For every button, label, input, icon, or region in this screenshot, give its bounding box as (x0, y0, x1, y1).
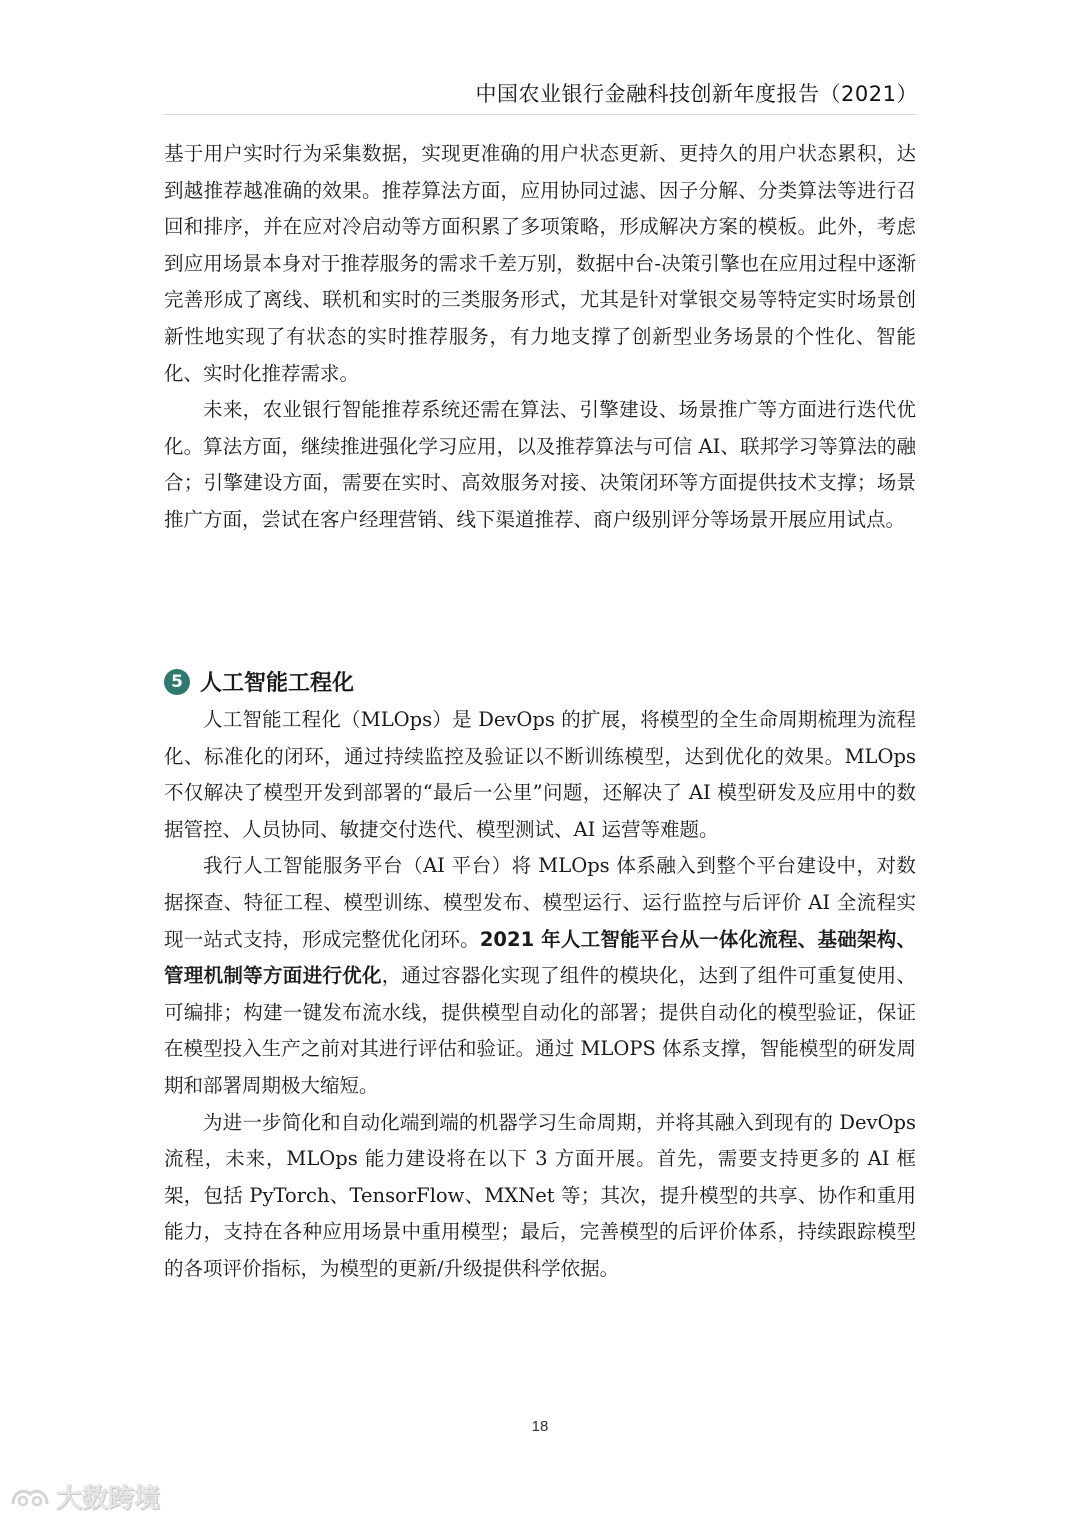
watermark-text: 大数跨境 (56, 1484, 161, 1514)
paragraph: 未来，农业银行智能推荐系统还需在算法、引擎建设、场景推广等方面进行迭代优化。算法方面，继续推进强化学习应用，以及推荐算法与可信 AI、联邦学习等算法的融合；引擎建设方面，需要在实时、高效服务对接、决策闭环等方面提供技术支撑；场景推广方面，尝试在客户经理营销、线下渠道推荐、商户级别评分等场景开展应用试点。 (164, 398, 916, 531)
report-header-title: 中国农业银行金融科技创新年度报告（2021） (475, 82, 918, 106)
paragraph: 基于用户实时行为采集数据，实现更准确的用户状态更新、更持久的用户状态累积，达到越推荐越准确的效果。推荐算法方面，应用协同过滤、因子分解、分类算法等进行召回和排序，并在应对冷启动等方面积累了多项策略，形成解决方案的模板。此外，考虑到应用场景本身对于推荐服务的需求千差万别，数据中台-决策引擎也在应用过程中逐渐完善形成了离线、联机和实时的三类服务形式，尤其是针对掌银交易等特定实时场景创新性地实现了有状态的实时推荐服务，有力地支撑了创新型业务场景的个性化、智能化、实时化推荐需求。 (164, 142, 916, 385)
paragraph: 为进一步简化和自动化端到端的机器学习生命周期，并将其融入到现有的 DevOps 流程，未来，MLOps 能力建设将在以下 3 方面开展。首先，需要支持更多的 AI 框架，包括 PyTorch、TensorFlow、MXNet 等；其次，提升模型的共享、协作和重用能力，支持在各种应用场景中重用模型；最后，完善模型的后评价体系，持续跟踪模型的各项评价指标，为模型的更新/升级提供科学依据。 (164, 1110, 916, 1280)
section-title: 人工智能工程化 (200, 671, 355, 696)
watermark (10, 1478, 160, 1515)
paragraph (164, 848, 916, 1104)
watermark-logo-icon (10, 1484, 50, 1510)
section-number-badge: 5 (164, 669, 190, 695)
paragraph-text: 我行人工智能服务平台（AI 平台）将 MLOps 体系融入到整个平台建设中，对数据探查、特征工程、模型训练、模型发布、模型运行、运行监控与后评价 AI 全流程实现一站式支持，形成完整优化闭环。 (164, 854, 916, 951)
body-bottom (164, 702, 916, 1288)
body-top (164, 136, 916, 539)
page-number: 18 (531, 1418, 549, 1435)
section-heading (164, 666, 354, 697)
paragraph: 人工智能工程化（MLOps）是 DevOps 的扩展，将模型的全生命周期梳理为流程化、标准化的闭环，通过持续监控及验证以不断训练模型，达到优化的效果。MLOps 不仅解决了模型开发到部署的“最后一公里”问题，还解决了 AI 模型研发及应用中的数据管控、人员协同、敏捷交付迭代、模型测试、AI 运营等难题。 (164, 708, 916, 841)
paragraph-text: ，通过容器化实现了组件的模块化，达到了组件可重复使用、可编排；构建一键发布流水线，提供模型自动化的部署；提供自动化的模型验证，保证在模型投入生产之前对其进行评估和验证。通过 MLOPS 体系支撑，智能模型的研发周期和部署周期极大缩短。 (164, 964, 916, 1097)
paragraph-bold-text: 2021 年人工智能平台从一体化流程、基础架构、管理机制等方面进行优化 (164, 927, 916, 988)
header-divider (162, 114, 918, 115)
